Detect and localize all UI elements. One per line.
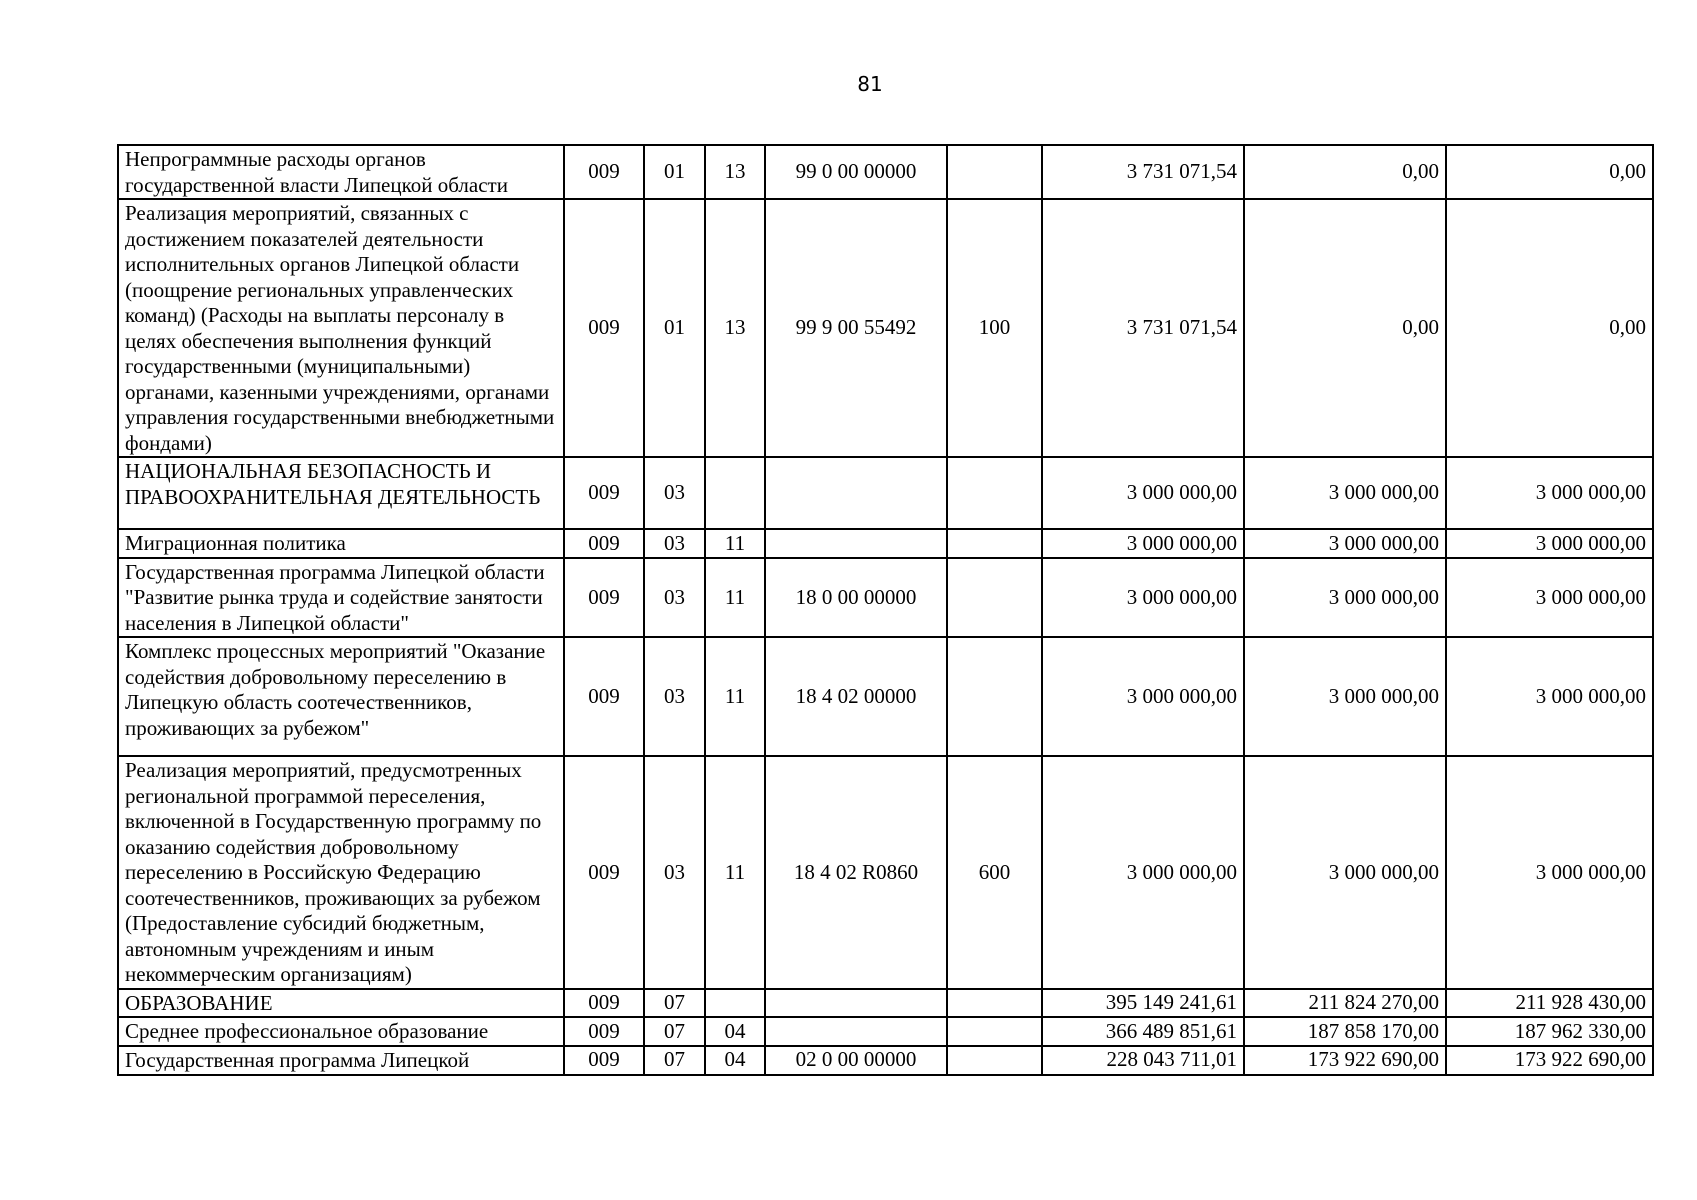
table-body (118, 145, 1653, 1075)
cell-target-code (765, 457, 947, 529)
table-row (118, 145, 1653, 199)
cell-target-code: 18 4 02 00000 (765, 637, 947, 756)
cell-expense-type (947, 989, 1042, 1018)
cell-name: ОБРАЗОВАНИЕ (118, 989, 564, 1018)
cell-amount-2: 3 000 000,00 (1244, 558, 1446, 638)
cell-amount-1: 3 000 000,00 (1042, 756, 1244, 989)
cell-amount-1: 395 149 241,61 (1042, 989, 1244, 1018)
cell-subsection-code: 04 (705, 1046, 765, 1075)
cell-expense-type (947, 637, 1042, 756)
cell-amount-1: 3 731 071,54 (1042, 145, 1244, 199)
cell-subsection-code: 13 (705, 199, 765, 457)
cell-expense-type: 100 (947, 199, 1042, 457)
cell-name: Государственная программа Липецкой (118, 1046, 564, 1075)
cell-subsection-code: 11 (705, 756, 765, 989)
cell-ministry-code: 009 (564, 529, 644, 558)
cell-target-code: 99 9 00 55492 (765, 199, 947, 457)
cell-subsection-code (705, 457, 765, 529)
cell-amount-2: 0,00 (1244, 199, 1446, 457)
cell-ministry-code: 009 (564, 558, 644, 638)
cell-section-code: 07 (644, 1017, 705, 1046)
table-row (118, 1017, 1653, 1046)
cell-target-code (765, 1017, 947, 1046)
cell-expense-type (947, 457, 1042, 529)
cell-target-code: 99 0 00 00000 (765, 145, 947, 199)
cell-name: Реализация мероприятий, предусмотренных региональной программой переселения, включенной в Государственную программу по оказанию содействия добровольному переселению в Российскую Федерацию соотечественников, проживающих за рубежом (Предоставление субсидий бюджетным, автономным учреждениям и иным некоммерческим организациям) (118, 756, 564, 989)
cell-target-code: 18 4 02 R0860 (765, 756, 947, 989)
cell-amount-3: 173 922 690,00 (1446, 1046, 1653, 1075)
table-row (118, 457, 1653, 529)
cell-target-code (765, 989, 947, 1018)
cell-amount-2: 3 000 000,00 (1244, 756, 1446, 989)
cell-section-code: 03 (644, 558, 705, 638)
cell-subsection-code: 13 (705, 145, 765, 199)
cell-amount-1: 3 000 000,00 (1042, 457, 1244, 529)
cell-amount-1: 3 000 000,00 (1042, 637, 1244, 756)
cell-subsection-code: 11 (705, 529, 765, 558)
cell-ministry-code: 009 (564, 145, 644, 199)
table-row (118, 529, 1653, 558)
cell-section-code: 01 (644, 145, 705, 199)
cell-subsection-code (705, 989, 765, 1018)
cell-name: Комплекс процессных мероприятий "Оказание содействия добровольному переселению в Липецкую область соотечественников, проживающих за рубежом" (118, 637, 564, 756)
cell-amount-2: 3 000 000,00 (1244, 457, 1446, 529)
cell-ministry-code: 009 (564, 989, 644, 1018)
cell-amount-3: 187 962 330,00 (1446, 1017, 1653, 1046)
cell-expense-type (947, 1046, 1042, 1075)
cell-target-code: 18 0 00 00000 (765, 558, 947, 638)
table-row (118, 637, 1653, 756)
cell-amount-3: 3 000 000,00 (1446, 457, 1653, 529)
cell-ministry-code: 009 (564, 457, 644, 529)
cell-expense-type (947, 558, 1042, 638)
table-row (118, 199, 1653, 457)
cell-target-code (765, 529, 947, 558)
cell-amount-1: 3 000 000,00 (1042, 529, 1244, 558)
table-row (118, 989, 1653, 1018)
cell-subsection-code: 04 (705, 1017, 765, 1046)
cell-name: Реализация мероприятий, связанных с достижением показателей деятельности исполнительных органов Липецкой области (поощрение региональных управленческих команд) (Расходы на выплаты персоналу в целях обеспечения выполнения функций государственными (муниципальными) органами, казенными учреждениями, органами управления государственными внебюджетными фондами) (118, 199, 564, 457)
cell-amount-3: 0,00 (1446, 199, 1653, 457)
cell-amount-1: 3 731 071,54 (1042, 199, 1244, 457)
cell-amount-2: 0,00 (1244, 145, 1446, 199)
cell-section-code: 03 (644, 457, 705, 529)
cell-target-code: 02 0 00 00000 (765, 1046, 947, 1075)
cell-amount-1: 3 000 000,00 (1042, 558, 1244, 638)
cell-section-code: 07 (644, 1046, 705, 1075)
cell-name: Государственная программа Липецкой области "Развитие рынка труда и содействие занятости населения в Липецкой области" (118, 558, 564, 638)
cell-amount-2: 173 922 690,00 (1244, 1046, 1446, 1075)
cell-expense-type (947, 1017, 1042, 1046)
cell-section-code: 03 (644, 756, 705, 989)
cell-amount-1: 366 489 851,61 (1042, 1017, 1244, 1046)
page-number: 81 (857, 72, 883, 96)
cell-amount-3: 3 000 000,00 (1446, 756, 1653, 989)
cell-name: Среднее профессиональное образование (118, 1017, 564, 1046)
cell-amount-1: 228 043 711,01 (1042, 1046, 1244, 1075)
cell-ministry-code: 009 (564, 1046, 644, 1075)
cell-amount-3: 0,00 (1446, 145, 1653, 199)
cell-expense-type (947, 145, 1042, 199)
cell-amount-3: 3 000 000,00 (1446, 558, 1653, 638)
cell-name: НАЦИОНАЛЬНАЯ БЕЗОПАСНОСТЬ И ПРАВООХРАНИТЕЛЬНАЯ ДЕЯТЕЛЬНОСТЬ (118, 457, 564, 529)
cell-name: Непрограммные расходы органов государственной власти Липецкой области (118, 145, 564, 199)
cell-section-code: 03 (644, 529, 705, 558)
cell-section-code: 01 (644, 199, 705, 457)
cell-section-code: 03 (644, 637, 705, 756)
cell-subsection-code: 11 (705, 558, 765, 638)
cell-amount-2: 211 824 270,00 (1244, 989, 1446, 1018)
cell-amount-2: 3 000 000,00 (1244, 529, 1446, 558)
cell-subsection-code: 11 (705, 637, 765, 756)
cell-amount-3: 211 928 430,00 (1446, 989, 1653, 1018)
budget-table (117, 144, 1654, 1076)
table-row (118, 756, 1653, 989)
table-row (118, 558, 1653, 638)
cell-section-code: 07 (644, 989, 705, 1018)
cell-expense-type (947, 529, 1042, 558)
cell-amount-2: 3 000 000,00 (1244, 637, 1446, 756)
cell-ministry-code: 009 (564, 637, 644, 756)
cell-amount-3: 3 000 000,00 (1446, 637, 1653, 756)
cell-ministry-code: 009 (564, 1017, 644, 1046)
cell-ministry-code: 009 (564, 199, 644, 457)
table-row (118, 1046, 1653, 1075)
cell-ministry-code: 009 (564, 756, 644, 989)
cell-amount-2: 187 858 170,00 (1244, 1017, 1446, 1046)
cell-amount-3: 3 000 000,00 (1446, 529, 1653, 558)
cell-name: Миграционная политика (118, 529, 564, 558)
cell-expense-type: 600 (947, 756, 1042, 989)
